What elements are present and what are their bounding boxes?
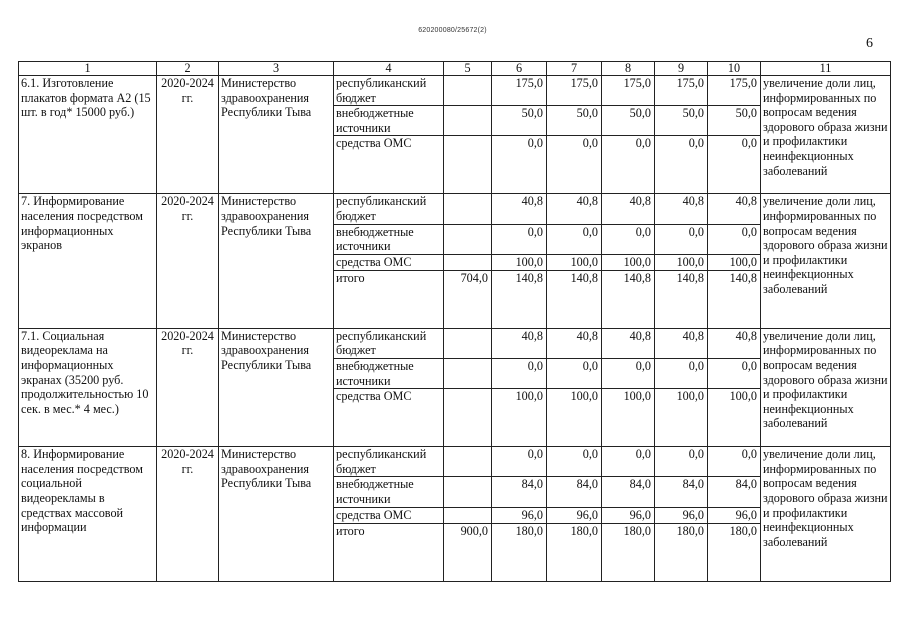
year-value-cell: 140,8 <box>708 270 761 328</box>
year-value-cell: 175,0 <box>602 76 655 106</box>
year-value-cell: 0,0 <box>492 224 547 254</box>
measure-name-cell: 7. Информирование населения посредством информационных экранов <box>19 194 157 328</box>
year-value-cell: 0,0 <box>547 224 602 254</box>
column-number: 4 <box>334 62 444 76</box>
period-cell: 2020-2024 гг. <box>157 194 219 328</box>
funding-source-cell: средства ОМС <box>334 136 444 194</box>
executor-cell: Министерство здравоохранения Республики Тыва <box>219 194 334 328</box>
column-number: 10 <box>708 62 761 76</box>
year-value-cell: 40,8 <box>492 328 547 358</box>
year-value-cell: 180,0 <box>655 523 708 581</box>
measure-name-cell: 6.1. Изготовление плакатов формата А2 (15 шт. в год* 15000 руб.) <box>19 76 157 194</box>
year-value-cell: 180,0 <box>547 523 602 581</box>
total-cell <box>444 194 492 224</box>
outcome-cell: увеличение доли лиц, информированных по вопросам ведения здорового образа жизни и профилактики неинфекционных заболеваний <box>761 194 891 328</box>
total-cell <box>444 447 492 477</box>
year-value-cell: 0,0 <box>492 358 547 388</box>
executor-cell: Министерство здравоохранения Республики Тыва <box>219 76 334 194</box>
column-number: 3 <box>219 62 334 76</box>
funding-source-cell: республиканский бюджет <box>334 328 444 358</box>
column-number: 7 <box>547 62 602 76</box>
year-value-cell: 96,0 <box>602 507 655 523</box>
document-code: 620200080/25672(2) <box>418 27 487 34</box>
executor-cell: Министерство здравоохранения Республики Тыва <box>219 328 334 446</box>
year-value-cell: 100,0 <box>602 389 655 447</box>
total-cell <box>444 76 492 106</box>
year-value-cell: 0,0 <box>655 358 708 388</box>
period-cell: 2020-2024 гг. <box>157 76 219 194</box>
year-value-cell: 40,8 <box>655 328 708 358</box>
page-number: 6 <box>866 36 873 51</box>
year-value-cell: 100,0 <box>547 254 602 270</box>
year-value-cell: 180,0 <box>602 523 655 581</box>
outcome-cell: увеличение доли лиц, информированных по вопросам ведения здорового образа жизни и профилактики неинфекционных заболеваний <box>761 76 891 194</box>
column-number: 5 <box>444 62 492 76</box>
year-value-cell: 0,0 <box>708 447 761 477</box>
year-value-cell: 0,0 <box>708 136 761 194</box>
year-value-cell: 96,0 <box>655 507 708 523</box>
year-value-cell: 100,0 <box>655 254 708 270</box>
table-row <box>19 194 891 224</box>
year-value-cell: 0,0 <box>602 447 655 477</box>
year-value-cell: 0,0 <box>602 136 655 194</box>
total-cell <box>444 136 492 194</box>
total-cell <box>444 328 492 358</box>
table-body <box>19 76 891 582</box>
year-value-cell: 84,0 <box>547 477 602 507</box>
year-value-cell: 0,0 <box>708 224 761 254</box>
year-value-cell: 50,0 <box>655 106 708 136</box>
year-value-cell: 0,0 <box>492 136 547 194</box>
measure-name-cell: 8. Информирование населения посредством социальной видеорекламы в средствах массовой информации <box>19 447 157 581</box>
year-value-cell: 50,0 <box>602 106 655 136</box>
column-number: 2 <box>157 62 219 76</box>
funding-source-cell: внебюджетные источники <box>334 224 444 254</box>
year-value-cell: 100,0 <box>492 389 547 447</box>
funding-source-cell: средства ОМС <box>334 507 444 523</box>
column-number: 1 <box>19 62 157 76</box>
period-cell: 2020-2024 гг. <box>157 328 219 446</box>
table-row <box>19 447 891 477</box>
total-cell <box>444 224 492 254</box>
outcome-cell: увеличение доли лиц, информированных по вопросам ведения здорового образа жизни и профилактики неинфекционных заболеваний <box>761 328 891 446</box>
funding-source-cell: республиканский бюджет <box>334 447 444 477</box>
total-cell <box>444 507 492 523</box>
year-value-cell: 100,0 <box>708 254 761 270</box>
year-value-cell: 0,0 <box>655 224 708 254</box>
funding-source-cell: внебюджетные источники <box>334 106 444 136</box>
funding-source-cell: республиканский бюджет <box>334 194 444 224</box>
year-value-cell: 0,0 <box>547 136 602 194</box>
funding-source-cell: итого <box>334 270 444 328</box>
executor-cell: Министерство здравоохранения Республики Тыва <box>219 447 334 581</box>
year-value-cell: 180,0 <box>708 523 761 581</box>
year-value-cell: 180,0 <box>492 523 547 581</box>
table-row <box>19 328 891 358</box>
year-value-cell: 175,0 <box>655 76 708 106</box>
funding-source-cell: республиканский бюджет <box>334 76 444 106</box>
year-value-cell: 0,0 <box>602 224 655 254</box>
funding-source-cell: средства ОМС <box>334 254 444 270</box>
year-value-cell: 50,0 <box>708 106 761 136</box>
year-value-cell: 84,0 <box>655 477 708 507</box>
funding-source-cell: внебюджетные источники <box>334 358 444 388</box>
column-number-row <box>19 62 891 76</box>
total-cell: 704,0 <box>444 270 492 328</box>
year-value-cell: 50,0 <box>547 106 602 136</box>
budget-table <box>18 61 891 582</box>
funding-source-cell: внебюджетные источники <box>334 477 444 507</box>
column-number: 6 <box>492 62 547 76</box>
year-value-cell: 100,0 <box>655 389 708 447</box>
year-value-cell: 40,8 <box>708 328 761 358</box>
funding-source-cell: итого <box>334 523 444 581</box>
year-value-cell: 84,0 <box>708 477 761 507</box>
year-value-cell: 40,8 <box>655 194 708 224</box>
column-number: 8 <box>602 62 655 76</box>
year-value-cell: 100,0 <box>547 389 602 447</box>
year-value-cell: 0,0 <box>655 136 708 194</box>
year-value-cell: 40,8 <box>708 194 761 224</box>
total-cell <box>444 477 492 507</box>
year-value-cell: 40,8 <box>602 328 655 358</box>
measure-name-cell: 7.1. Социальная видеореклама на информационных экранах (35200 руб. продолжительностью 10 сек. в мес.* 4 мес.) <box>19 328 157 446</box>
year-value-cell: 0,0 <box>708 358 761 388</box>
year-value-cell: 100,0 <box>602 254 655 270</box>
table-row <box>19 76 891 106</box>
funding-source-cell: средства ОМС <box>334 389 444 447</box>
year-value-cell: 0,0 <box>547 447 602 477</box>
column-number: 11 <box>761 62 891 76</box>
year-value-cell: 40,8 <box>547 328 602 358</box>
year-value-cell: 140,8 <box>602 270 655 328</box>
year-value-cell: 140,8 <box>492 270 547 328</box>
year-value-cell: 96,0 <box>492 507 547 523</box>
year-value-cell: 40,8 <box>547 194 602 224</box>
year-value-cell: 84,0 <box>492 477 547 507</box>
year-value-cell: 84,0 <box>602 477 655 507</box>
year-value-cell: 175,0 <box>492 76 547 106</box>
year-value-cell: 140,8 <box>655 270 708 328</box>
outcome-cell: увеличение доли лиц, информированных по вопросам ведения здорового образа жизни и профилактики неинфекционных заболеваний <box>761 447 891 581</box>
period-cell: 2020-2024 гг. <box>157 447 219 581</box>
year-value-cell: 40,8 <box>492 194 547 224</box>
total-cell <box>444 389 492 447</box>
year-value-cell: 96,0 <box>708 507 761 523</box>
year-value-cell: 100,0 <box>492 254 547 270</box>
year-value-cell: 140,8 <box>547 270 602 328</box>
year-value-cell: 0,0 <box>602 358 655 388</box>
year-value-cell: 40,8 <box>602 194 655 224</box>
column-number: 9 <box>655 62 708 76</box>
year-value-cell: 0,0 <box>547 358 602 388</box>
total-cell: 900,0 <box>444 523 492 581</box>
total-cell <box>444 106 492 136</box>
year-value-cell: 96,0 <box>547 507 602 523</box>
year-value-cell: 175,0 <box>708 76 761 106</box>
total-cell <box>444 358 492 388</box>
year-value-cell: 0,0 <box>492 447 547 477</box>
year-value-cell: 50,0 <box>492 106 547 136</box>
year-value-cell: 100,0 <box>708 389 761 447</box>
total-cell <box>444 254 492 270</box>
year-value-cell: 175,0 <box>547 76 602 106</box>
year-value-cell: 0,0 <box>655 447 708 477</box>
